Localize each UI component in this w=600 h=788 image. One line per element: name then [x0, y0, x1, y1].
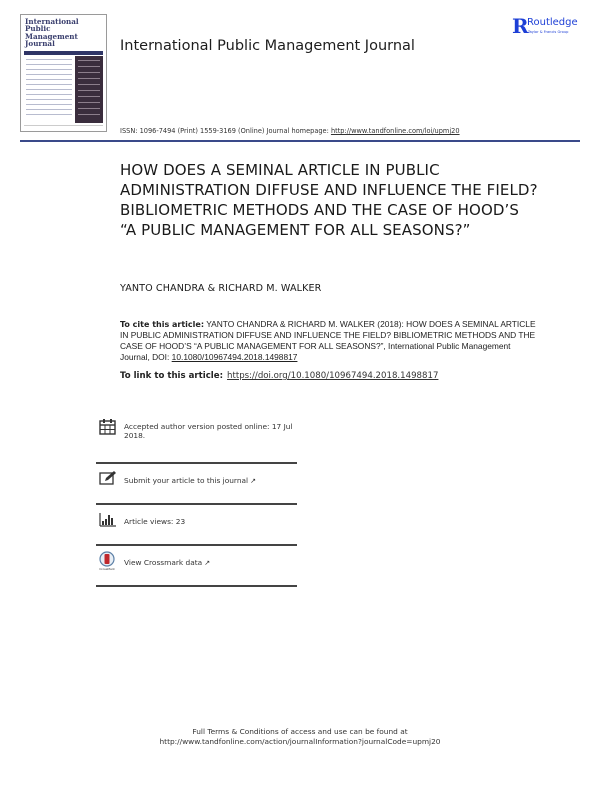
external-link-icon: ↗: [204, 559, 211, 567]
submit-article-label: Submit your article to this journal: [124, 476, 249, 485]
article-info-box: [96, 412, 297, 571]
bar-chart-icon: [99, 512, 117, 531]
cover-title-line: International: [25, 17, 79, 26]
cover-band: [24, 51, 103, 55]
info-divider: [96, 585, 297, 587]
cite-doi-link[interactable]: 10.1080/10967494.2018.1498817: [171, 352, 298, 362]
issn-line: [120, 127, 460, 135]
edit-icon: [99, 470, 117, 490]
crossmark-icon: [99, 551, 115, 575]
submit-article-link[interactable]: [124, 476, 294, 486]
external-link-icon: ↗: [250, 477, 256, 485]
issn-text: ISSN: 1096-7494 (Print) 1559-3169 (Online) Journal homepage:: [120, 127, 331, 135]
article-link-line: [120, 371, 438, 381]
info-item-accepted: [96, 412, 297, 455]
info-item-submit[interactable]: [96, 464, 297, 502]
accepted-date-text: Accepted author version posted online: 17 Jul 2018.: [124, 422, 293, 440]
cover-title-line: Public: [25, 24, 51, 34]
info-item-crossmark[interactable]: [96, 546, 297, 584]
cite-text: YANTO CHANDRA & RICHARD M. WALKER (2018): HOW DOES A SEMINAL ARTICLE IN PUBLIC ADMINISTRATION DIFFUSE AND INFLUENCE THE FIELD? BIBLIOMETRIC METHODS AND THE CASE OF HOOD’S “A PUBLIC MANAGEMENT FOR ALL SEASONS?”, International Public Management Journal, DOI:: [120, 319, 536, 362]
article-authors: YANTO CHANDRA & RICHARD M. WALKER: [120, 283, 322, 294]
cover-title-line: Journal: [25, 39, 55, 49]
citation-block: [120, 319, 540, 363]
header-divider: [20, 140, 580, 142]
article-views-text: Article views: 23: [124, 517, 186, 526]
publisher-tagline: Taylor & Francis Group: [528, 30, 569, 34]
crossmark-label: View Crossmark data: [124, 558, 203, 567]
publisher-name: Routledge: [527, 17, 578, 28]
info-item-views: [96, 505, 297, 543]
link-label: To link to this article:: [120, 371, 224, 381]
terms-text: Full Terms & Conditions of access and use can be found at: [192, 727, 408, 736]
svg-text:CrossMark: CrossMark: [99, 567, 115, 571]
article-doi-link[interactable]: https://doi.org/10.1080/10967494.2018.1498817: [227, 371, 439, 381]
journal-homepage-link[interactable]: http://www.tandfonline.com/loi/upmj20: [330, 127, 460, 135]
cover-title-line: Management: [25, 31, 78, 41]
cover-sidebar-lines: [78, 60, 100, 120]
journal-cover-thumbnail: [20, 14, 107, 132]
terms-url-link[interactable]: http://www.tandfonline.com/action/journalInformation?journalCode=upmj20: [159, 737, 441, 746]
cover-title: [25, 18, 103, 48]
cover-contents-lines: [26, 59, 72, 119]
article-title: HOW DOES A SEMINAL ARTICLE IN PUBLIC ADMINISTRATION DIFFUSE AND INFLUENCE THE FIELD? BIBLIOMETRIC METHODS AND THE CASE OF HOOD’S “A PUBLIC MANAGEMENT FOR ALL SEASONS?”: [120, 161, 538, 239]
terms-footer: [0, 727, 600, 747]
crossmark-link[interactable]: [124, 558, 294, 568]
cite-label: To cite this article:: [120, 320, 205, 329]
cover-footer: [24, 125, 103, 130]
routledge-r-icon: R: [512, 14, 529, 38]
calendar-icon: [99, 418, 116, 439]
journal-title: International Public Management Journal: [120, 38, 415, 54]
